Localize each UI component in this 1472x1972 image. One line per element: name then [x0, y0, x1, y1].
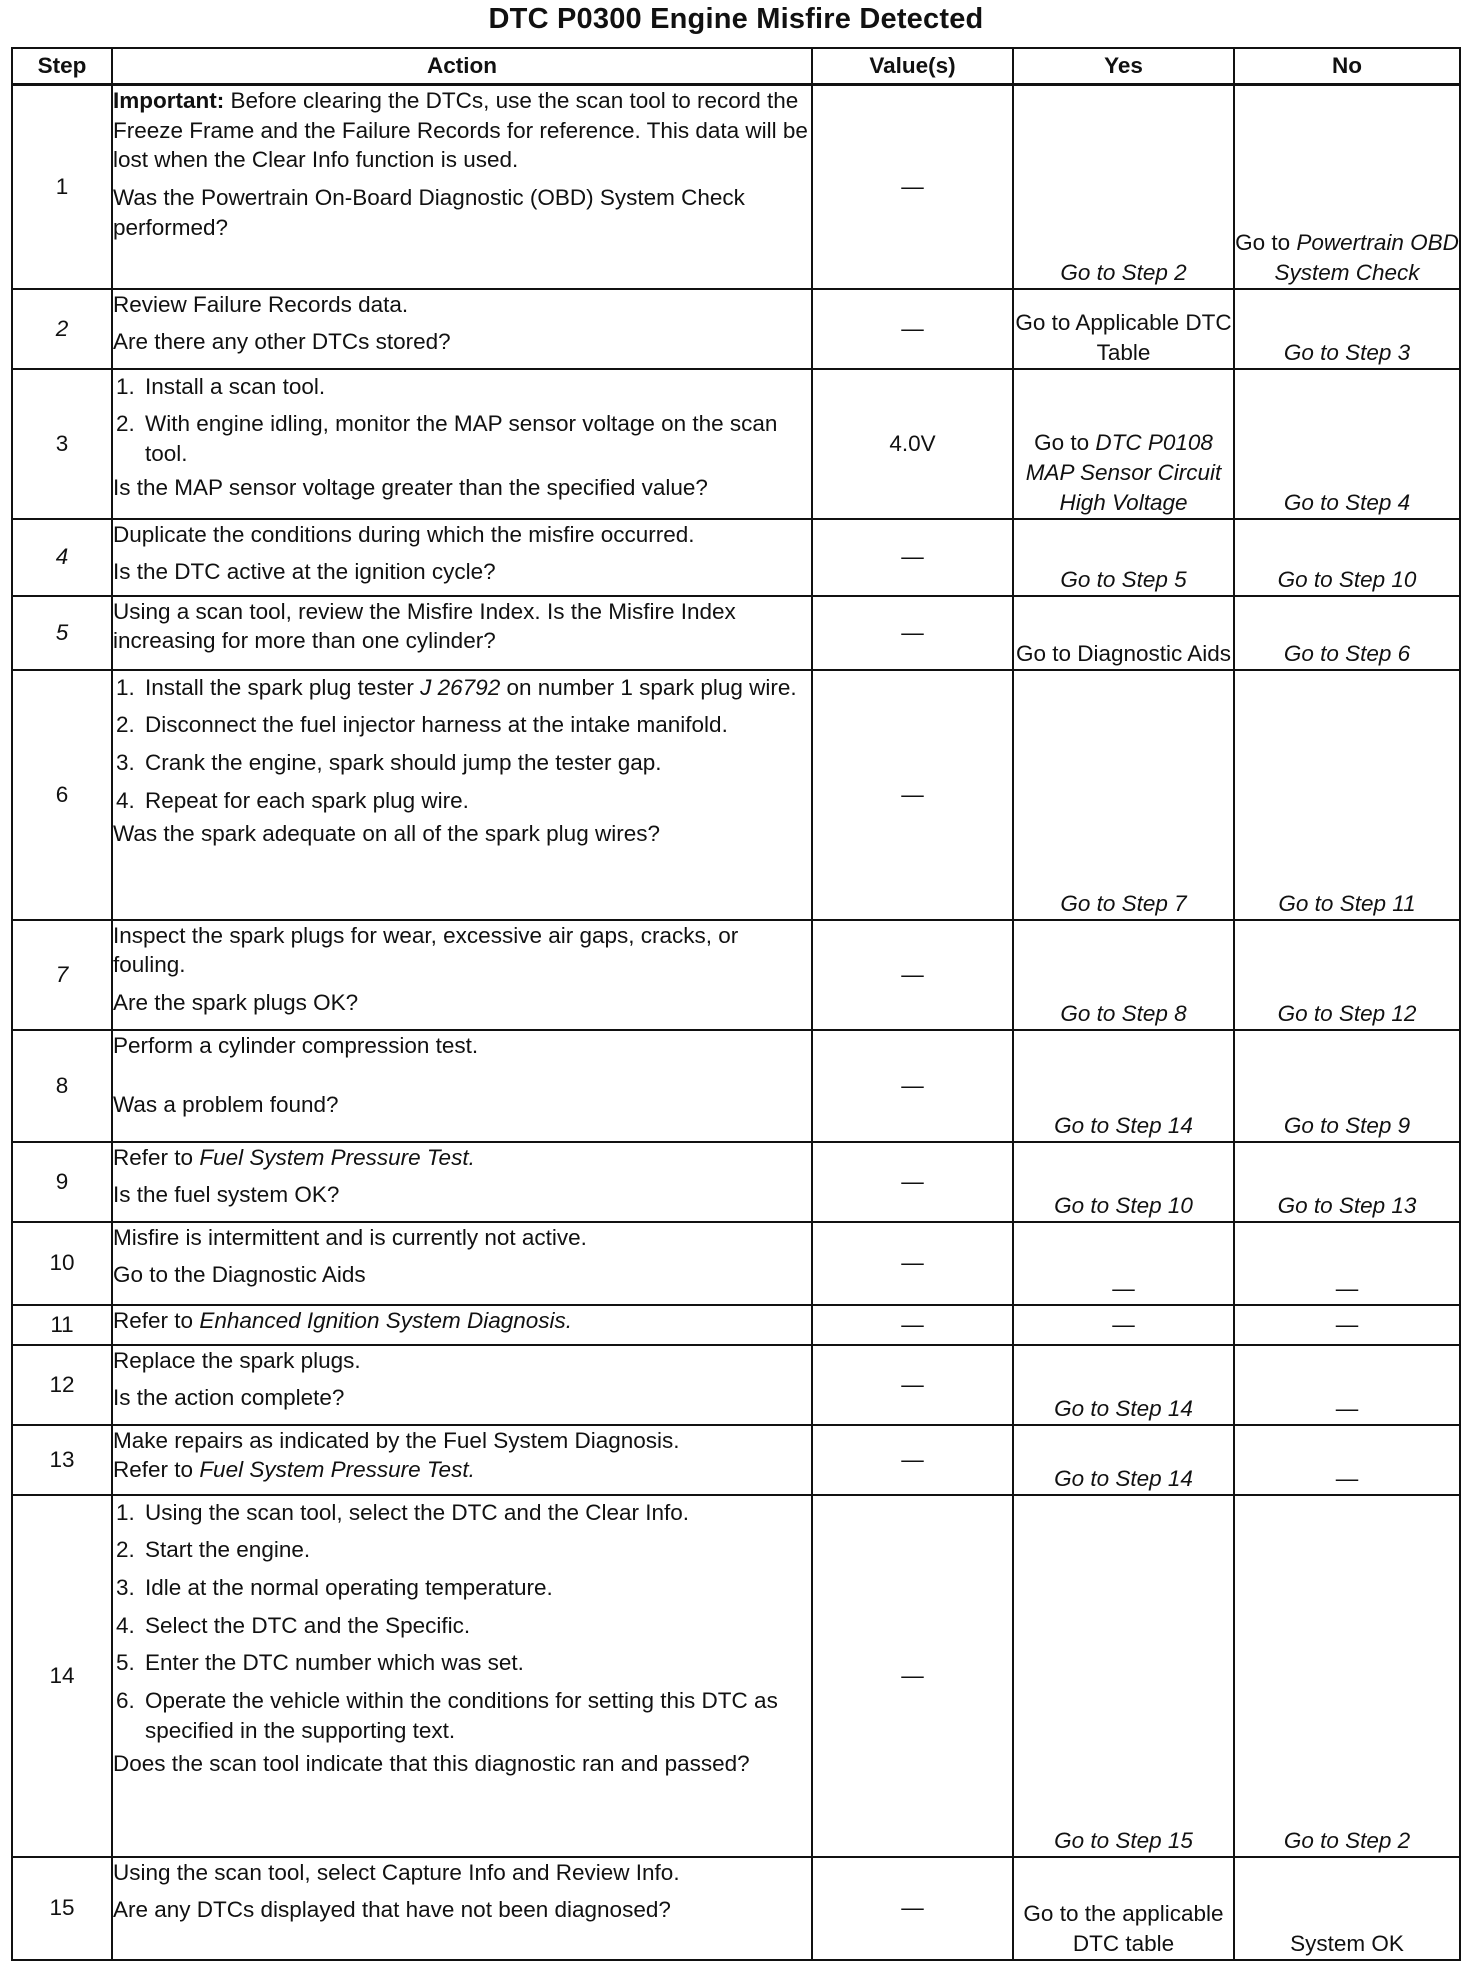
- table-row: [12, 1305, 1460, 1345]
- yes-cell: Go to Step 15: [1013, 1495, 1234, 1857]
- action-cell: [112, 85, 812, 289]
- table-row: [12, 1857, 1460, 1960]
- action-cell: [112, 1345, 812, 1425]
- list-item: 4. Select the DTC and the Specific.: [141, 1611, 811, 1641]
- no-cell: Go to Step 10: [1234, 519, 1460, 596]
- value-cell: —: [812, 289, 1013, 369]
- header-values: Value(s): [812, 48, 1013, 85]
- action-question: Is the fuel system OK?: [113, 1182, 340, 1208]
- list-item: 3. Idle at the normal operating temperature.: [141, 1573, 811, 1603]
- action-question: Was the Powertrain On-Board Diagnostic (OBD) System Check performed?: [113, 185, 745, 240]
- no-cell: [1234, 85, 1460, 289]
- value-cell: —: [812, 1030, 1013, 1142]
- value-cell: —: [812, 670, 1013, 920]
- no-cell: Go to Step 2: [1234, 1495, 1460, 1857]
- yes-cell: [1013, 369, 1234, 519]
- yes-cell: Go to Step 14: [1013, 1030, 1234, 1142]
- action-question: Is the DTC active at the ignition cycle?: [113, 559, 496, 585]
- action-text: Duplicate the conditions during which the misfire occurred.: [113, 521, 695, 547]
- action-cell: [112, 1142, 812, 1222]
- action-text: Inspect the spark plugs for wear, excessive air gaps, cracks, or fouling.: [113, 922, 739, 978]
- action-cell: [112, 920, 812, 1030]
- value-cell: —: [812, 1142, 1013, 1222]
- action-text: Review Failure Records data.: [113, 291, 409, 317]
- yes-cell: Go to the applicable DTC table: [1013, 1857, 1234, 1960]
- value-cell: —: [812, 920, 1013, 1030]
- action-cell: [112, 1222, 812, 1305]
- table-row: [12, 1345, 1460, 1425]
- list-item: 1. Install a scan tool.: [141, 372, 811, 402]
- action-question: Go to the Diagnostic Aids: [113, 1262, 366, 1288]
- action-steps: [113, 1498, 811, 1746]
- action-cell: [112, 1425, 812, 1495]
- action-question: Was the spark adequate on all of the spark plug wires?: [113, 821, 660, 847]
- reference-link: Fuel System Pressure Test.: [199, 1144, 475, 1170]
- reference-link: Enhanced Ignition System Diagnosis.: [199, 1307, 573, 1333]
- important-label: Important:: [113, 88, 225, 113]
- action-question: Was a problem found?: [113, 1092, 339, 1118]
- no-link: Powertrain OBD System Check: [1274, 230, 1459, 285]
- table-row: [12, 670, 1460, 920]
- no-cell: Go to Step 12: [1234, 920, 1460, 1030]
- no-cell: —: [1234, 1345, 1460, 1425]
- value-cell: —: [812, 85, 1013, 289]
- value-cell: —: [812, 596, 1013, 670]
- action-cell: [112, 519, 812, 596]
- value-cell: —: [812, 1345, 1013, 1425]
- header-step: Step: [12, 48, 112, 85]
- step-number: 2: [12, 289, 112, 369]
- action-steps: [113, 673, 811, 816]
- yes-cell: —: [1013, 1305, 1234, 1345]
- step-number: 6: [12, 670, 112, 920]
- value-cell: 4.0V: [812, 369, 1013, 519]
- item-text: Install the spark plug tester: [145, 674, 414, 700]
- action-text: Perform a cylinder compression test.: [113, 1032, 479, 1058]
- no-prefix: Go to: [1235, 230, 1291, 256]
- value-cell: —: [812, 519, 1013, 596]
- table-row: [12, 369, 1460, 519]
- step-number: 14: [12, 1495, 112, 1857]
- action-question: Does the scan tool indicate that this diagnostic ran and passed?: [113, 1751, 750, 1777]
- important-text: Before clearing the DTCs, use the scan tool to record the Freeze Frame and the Failure Records for reference. This data will be lost when the Clear Info function is used.: [113, 88, 808, 173]
- list-item: 1. Using the scan tool, select the DTC and the Clear Info.: [141, 1498, 811, 1528]
- yes-cell: Go to Step 5: [1013, 519, 1234, 596]
- table-row: [12, 1030, 1460, 1142]
- table-row: [12, 1425, 1460, 1495]
- table-row: [12, 289, 1460, 369]
- yes-cell: Go to Applicable DTC Table: [1013, 289, 1234, 369]
- action-text: Using the scan tool, select Capture Info and Review Info.: [113, 1859, 680, 1885]
- table-header-row: [12, 48, 1460, 85]
- value-cell: —: [812, 1857, 1013, 1960]
- item-text: on number 1 spark plug wire.: [506, 674, 797, 700]
- action-text: Replace the spark plugs.: [113, 1347, 361, 1373]
- no-cell: System OK: [1234, 1857, 1460, 1960]
- list-item: 6. Operate the vehicle within the conditions for setting this DTC as specified in the supporting text.: [141, 1686, 811, 1745]
- list-item: 2. With engine idling, monitor the MAP sensor voltage on the scan tool.: [141, 409, 811, 468]
- step-number: 9: [12, 1142, 112, 1222]
- step-number: 8: [12, 1030, 112, 1142]
- no-cell: Go to Step 6: [1234, 596, 1460, 670]
- action-cell: [112, 1305, 812, 1345]
- step-number: 4: [12, 519, 112, 596]
- action-question: Are the spark plugs OK?: [113, 989, 359, 1015]
- yes-cell: Go to Step 14: [1013, 1345, 1234, 1425]
- action-text: Misfire is intermittent and is currently not active.: [113, 1224, 587, 1250]
- action-question: Is the MAP sensor voltage greater than the specified value?: [113, 474, 708, 500]
- action-question: Are there any other DTCs stored?: [113, 329, 451, 355]
- important-note: [113, 86, 811, 175]
- step-number: 12: [12, 1345, 112, 1425]
- no-cell: —: [1234, 1425, 1460, 1495]
- no-cell: Go to Step 9: [1234, 1030, 1460, 1142]
- yes-cell: Go to Diagnostic Aids: [1013, 596, 1234, 670]
- no-cell: —: [1234, 1222, 1460, 1305]
- table-row: [12, 1142, 1460, 1222]
- list-item: [141, 673, 811, 703]
- yes-cell: Go to Step 7: [1013, 670, 1234, 920]
- table-row: [12, 596, 1460, 670]
- action-text: [113, 1143, 811, 1173]
- no-cell: Go to Step 4: [1234, 369, 1460, 519]
- diagnostic-table: [11, 47, 1461, 1961]
- header-action: Action: [112, 48, 812, 85]
- step-number: 7: [12, 920, 112, 1030]
- table-row: [12, 1495, 1460, 1857]
- page-title: DTC P0300 Engine Misfire Detected: [488, 3, 984, 35]
- step-number: 3: [12, 369, 112, 519]
- value-cell: —: [812, 1495, 1013, 1857]
- list-item: 5. Enter the DTC number which was set.: [141, 1648, 811, 1678]
- action-text: Make repairs as indicated by the Fuel System Diagnosis.: [113, 1427, 680, 1453]
- value-cell: —: [812, 1305, 1013, 1345]
- header-no: No: [1234, 48, 1460, 85]
- tool-number: J 26792: [420, 674, 501, 700]
- yes-cell: Go to Step 2: [1013, 85, 1234, 289]
- action-question: Are any DTCs displayed that have not been diagnosed?: [113, 1897, 671, 1923]
- yes-cell: Go to Step 8: [1013, 920, 1234, 1030]
- list-item: 2. Start the engine.: [141, 1535, 811, 1565]
- list-item: 4. Repeat for each spark plug wire.: [141, 786, 811, 816]
- list-item: 3. Crank the engine, spark should jump the tester gap.: [141, 748, 811, 778]
- refer-prefix: Refer to: [113, 1457, 194, 1483]
- value-cell: —: [812, 1425, 1013, 1495]
- action-cell: [112, 1030, 812, 1142]
- step-number: 5: [12, 596, 112, 670]
- action-cell: [112, 1495, 812, 1857]
- yes-link: DTC P0108 MAP Sensor Circuit High Voltage: [1025, 430, 1222, 515]
- step-number: 13: [12, 1425, 112, 1495]
- action-steps: [113, 372, 811, 469]
- step-number: 11: [12, 1305, 112, 1345]
- refer-prefix: Refer to: [113, 1307, 194, 1333]
- no-cell: Go to Step 11: [1234, 670, 1460, 920]
- action-question: Is the action complete?: [113, 1385, 345, 1411]
- action-cell: Using a scan tool, review the Misfire Index. Is the Misfire Index increasing for more than one cylinder?: [112, 596, 812, 670]
- yes-cell: —: [1013, 1222, 1234, 1305]
- table-row: [12, 85, 1460, 289]
- no-cell: Go to Step 13: [1234, 1142, 1460, 1222]
- header-yes: Yes: [1013, 48, 1234, 85]
- no-cell: —: [1234, 1305, 1460, 1345]
- step-number: 15: [12, 1857, 112, 1960]
- table-row: [12, 920, 1460, 1030]
- refer-prefix: Refer to: [113, 1144, 194, 1170]
- value-cell: —: [812, 1222, 1013, 1305]
- action-text: [113, 1455, 811, 1485]
- step-number: 1: [12, 85, 112, 289]
- no-cell: Go to Step 3: [1234, 289, 1460, 369]
- yes-cell: Go to Step 10: [1013, 1142, 1234, 1222]
- action-cell: [112, 670, 812, 920]
- action-cell: [112, 289, 812, 369]
- yes-prefix: Go to: [1034, 430, 1090, 456]
- table-row: [12, 1222, 1460, 1305]
- yes-cell: Go to Step 14: [1013, 1425, 1234, 1495]
- action-cell: [112, 369, 812, 519]
- reference-link: Fuel System Pressure Test.: [199, 1457, 475, 1483]
- list-item: 2. Disconnect the fuel injector harness at the intake manifold.: [141, 710, 811, 740]
- action-cell: [112, 1857, 812, 1960]
- table-row: [12, 519, 1460, 596]
- step-number: 10: [12, 1222, 112, 1305]
